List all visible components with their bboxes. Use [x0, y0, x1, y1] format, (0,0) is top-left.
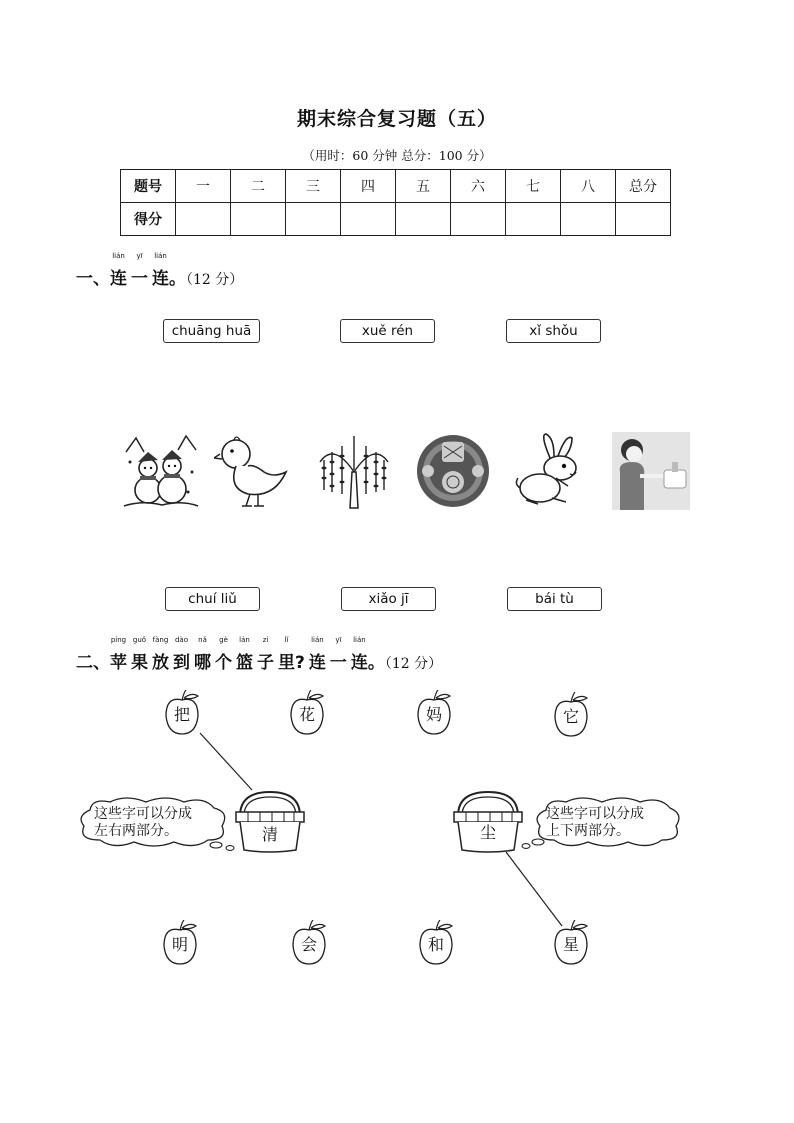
score-table-row-label: 得分	[121, 203, 176, 236]
apple-label: 明	[171, 935, 188, 954]
pinyin: lián	[353, 636, 366, 644]
bubble-line: 这些字可以分成	[546, 806, 644, 822]
apple-label: 和	[427, 935, 444, 954]
hanzi: 连	[308, 653, 326, 673]
hanzi: 连	[152, 269, 169, 289]
bubble-line: 这些字可以分成	[94, 806, 192, 822]
basket-label: 尘	[479, 823, 496, 842]
pinyin: lián	[112, 252, 125, 260]
pinyin-box[interactable]: xiǎo jī	[341, 587, 436, 611]
section1-points: （12 分）	[186, 272, 244, 288]
left-bubble-text	[94, 806, 192, 840]
score-col: 四	[341, 170, 396, 203]
pinyin: zi	[262, 636, 269, 644]
pinyin: lán	[239, 636, 250, 644]
score-table-header-label: 题号	[121, 170, 176, 203]
hanzi: 一	[329, 653, 347, 673]
pinyin: guǒ	[132, 636, 147, 644]
bubble-line: 上下两部分。	[546, 823, 630, 839]
score-col: 二	[231, 170, 286, 203]
apple[interactable]	[164, 690, 206, 738]
pinyin-box[interactable]: bái tù	[507, 587, 602, 611]
apple[interactable]	[418, 920, 460, 968]
hanzi: 哪	[194, 653, 211, 673]
pinyin: gè	[219, 636, 228, 644]
pinyin: lǐ	[284, 636, 289, 644]
apple-label: 妈	[425, 705, 442, 724]
bubble-line: 左右两部分。	[94, 823, 178, 839]
hanzi: 果	[131, 653, 148, 673]
apple[interactable]	[553, 920, 595, 968]
connection-line	[200, 733, 252, 790]
basket-label: 清	[261, 825, 278, 844]
pinyin: lián	[154, 252, 167, 260]
apple-label: 星	[562, 935, 579, 954]
pinyin-box[interactable]: chuí liǔ	[165, 587, 260, 611]
score-col: 三	[286, 170, 341, 203]
pinyin: yī	[335, 636, 342, 644]
page-subtitle: （用时：60 分钟 总分：100 分）	[302, 148, 492, 163]
hanzi: 到	[173, 653, 190, 673]
score-col: 总分	[616, 170, 671, 203]
hanzi: 苹	[110, 653, 127, 673]
apple[interactable]	[291, 920, 333, 968]
apple-label: 会	[300, 935, 317, 954]
hanzi: 连	[110, 269, 127, 289]
pinyin: dào	[174, 636, 189, 644]
pinyin-box[interactable]: chuāng huā	[163, 319, 260, 343]
hanzi: 个	[215, 653, 232, 673]
apple[interactable]	[416, 690, 458, 738]
apple[interactable]	[289, 690, 331, 738]
pinyin: fàng	[152, 636, 169, 644]
hanzi: 一	[131, 269, 148, 289]
score-col: 七	[506, 170, 561, 203]
pinyin: píng	[110, 636, 127, 644]
pinyin: yī	[136, 252, 143, 260]
section2-points: （12 分）	[384, 656, 443, 672]
apple[interactable]	[162, 920, 204, 968]
hanzi: 放	[152, 653, 169, 673]
score-col: 六	[451, 170, 506, 203]
pinyin-box[interactable]: xǐ shǒu	[506, 319, 601, 343]
connection-line	[506, 852, 562, 926]
hanzi: 篮	[236, 653, 253, 673]
score-col: 一	[176, 170, 231, 203]
punct: 。	[169, 269, 186, 289]
page-title: 期末综合复习题（五）	[296, 108, 497, 130]
punct: ?	[295, 653, 305, 673]
apple-label: 把	[173, 705, 190, 724]
right-bubble-text	[546, 806, 644, 840]
apple-label: 花	[298, 705, 315, 724]
hanzi: 子	[257, 653, 274, 673]
apple[interactable]	[553, 692, 595, 740]
hanzi: 里	[278, 653, 295, 673]
score-col: 八	[561, 170, 616, 203]
section2-number: 二、	[76, 653, 110, 673]
apple-label: 它	[562, 707, 579, 726]
pinyin-box[interactable]: xuě rén	[340, 319, 435, 343]
section1-number: 一、	[76, 269, 110, 289]
pinyin: lián	[311, 636, 324, 644]
pinyin: nǎ	[198, 636, 207, 644]
hanzi: 连	[350, 653, 368, 673]
score-col: 五	[396, 170, 451, 203]
punct: 。	[367, 653, 385, 673]
